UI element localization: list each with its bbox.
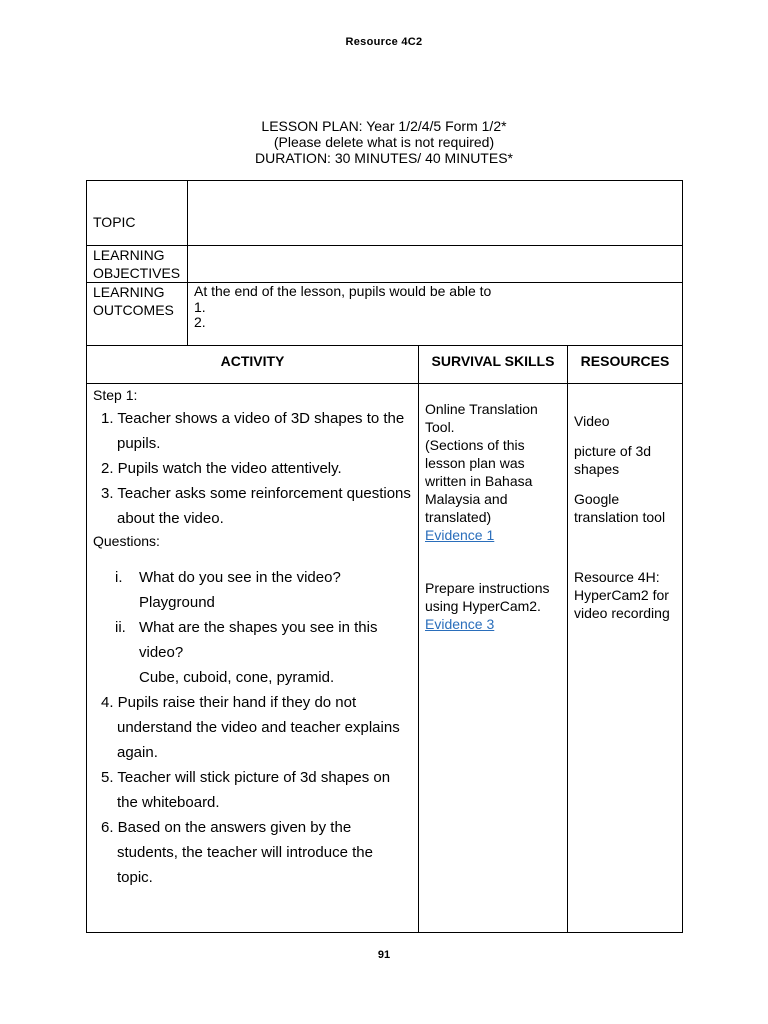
evidence-3-link[interactable]: Evidence 3 bbox=[425, 616, 495, 632]
topic-label-cell bbox=[87, 181, 188, 246]
resource-google-line1: Google bbox=[574, 491, 620, 507]
objectives-label-line1: LEARNING bbox=[93, 247, 165, 263]
skills-header: SURVIVAL SKILLS bbox=[419, 346, 568, 384]
outcomes-intro: At the end of the lesson, pupils would be able to bbox=[194, 283, 492, 299]
step-row bbox=[87, 384, 683, 933]
activity-list bbox=[93, 406, 412, 531]
resource-picture-line2: shapes bbox=[574, 461, 620, 477]
skills-line: lesson plan was bbox=[425, 455, 525, 471]
question-answer: Playground bbox=[139, 594, 215, 611]
objectives-value-cell[interactable] bbox=[188, 246, 683, 283]
question-text: What do you see in the video? bbox=[139, 569, 341, 586]
skills-line: (Sections of this bbox=[425, 437, 525, 453]
skills-line: using HyperCam2. bbox=[425, 598, 541, 614]
activity-list-continued bbox=[93, 690, 412, 890]
topic-value-cell[interactable] bbox=[188, 181, 683, 246]
outcomes-label-line1: LEARNING bbox=[93, 284, 165, 300]
skills-line: Malaysia and bbox=[425, 491, 508, 507]
activity-item: 5. Teacher will stick picture of 3d shapes on the whiteboard. bbox=[101, 769, 391, 811]
activity-item: 6. Based on the answers given by the students, the teacher will introduce the topic. bbox=[101, 819, 373, 886]
objectives-row bbox=[87, 246, 683, 283]
activity-item: 4. Pupils raise their hand if they do not understand the video and teacher explains again. bbox=[101, 694, 400, 761]
activity-item: 2. Pupils watch the video attentively. bbox=[101, 460, 342, 477]
resources-cell bbox=[568, 384, 683, 933]
evidence-1-link[interactable]: Evidence 1 bbox=[425, 527, 495, 543]
objectives-label-line2: OBJECTIVES bbox=[93, 265, 181, 281]
lesson-plan-table bbox=[86, 180, 683, 933]
resources-header: RESOURCES bbox=[568, 346, 683, 384]
question-text: What are the shapes you see in this video? bbox=[139, 619, 378, 661]
resource-4h-line2: HyperCam2 for bbox=[574, 587, 669, 603]
lesson-plan-duration: DURATION: 30 MINUTES/ 40 MINUTES* bbox=[254, 150, 513, 166]
step-title: Step 1: bbox=[93, 387, 138, 403]
resource-4h-line3: video recording bbox=[574, 605, 670, 621]
questions-list bbox=[93, 565, 412, 690]
topic-label: TOPIC bbox=[93, 214, 136, 230]
question-item bbox=[93, 615, 412, 690]
column-header-row bbox=[87, 346, 683, 384]
skills-line: Online Translation bbox=[425, 401, 538, 417]
activity-cell bbox=[87, 384, 419, 933]
skills-line: Prepare instructions bbox=[425, 580, 550, 596]
questions-label: Questions: bbox=[93, 533, 160, 549]
outcomes-label-line2: OUTCOMES bbox=[93, 302, 174, 318]
question-number: i. bbox=[115, 569, 123, 586]
outcomes-label-cell bbox=[87, 283, 188, 346]
question-answer: Cube, cuboid, cone, pyramid. bbox=[139, 669, 335, 686]
skills-line: translated) bbox=[425, 509, 492, 525]
page-number: 91 bbox=[377, 949, 391, 961]
lesson-plan-title: LESSON PLAN: Year 1/2/4/5 Form 1/2* bbox=[261, 118, 507, 134]
activity-item: 1. Teacher shows a video of 3D shapes to the pupils. bbox=[101, 410, 405, 452]
outcomes-item-2: 2. bbox=[194, 314, 206, 330]
resource-label: Resource 4C2 bbox=[345, 36, 423, 48]
lesson-plan-heading bbox=[0, 118, 768, 166]
skills-line: Tool. bbox=[425, 419, 455, 435]
outcomes-value-cell bbox=[188, 283, 683, 346]
question-item bbox=[93, 565, 412, 615]
topic-row bbox=[87, 181, 683, 246]
question-number: ii. bbox=[115, 619, 126, 636]
resource-video: Video bbox=[574, 413, 610, 429]
activity-item: 3. Teacher asks some reinforcement questions about the video. bbox=[101, 485, 411, 527]
resource-4h-line1: Resource 4H: bbox=[574, 569, 660, 585]
activity-header: ACTIVITY bbox=[87, 346, 419, 384]
resource-picture-line1: picture of 3d bbox=[574, 443, 652, 459]
lesson-plan-note: (Please delete what is not required) bbox=[273, 134, 495, 150]
outcomes-item-1: 1. bbox=[194, 298, 206, 315]
resource-google-line2: translation tool bbox=[574, 509, 666, 525]
skills-cell bbox=[419, 384, 568, 933]
objectives-label-cell bbox=[87, 246, 188, 283]
outcomes-row bbox=[87, 283, 683, 346]
skills-line: written in Bahasa bbox=[425, 473, 533, 489]
